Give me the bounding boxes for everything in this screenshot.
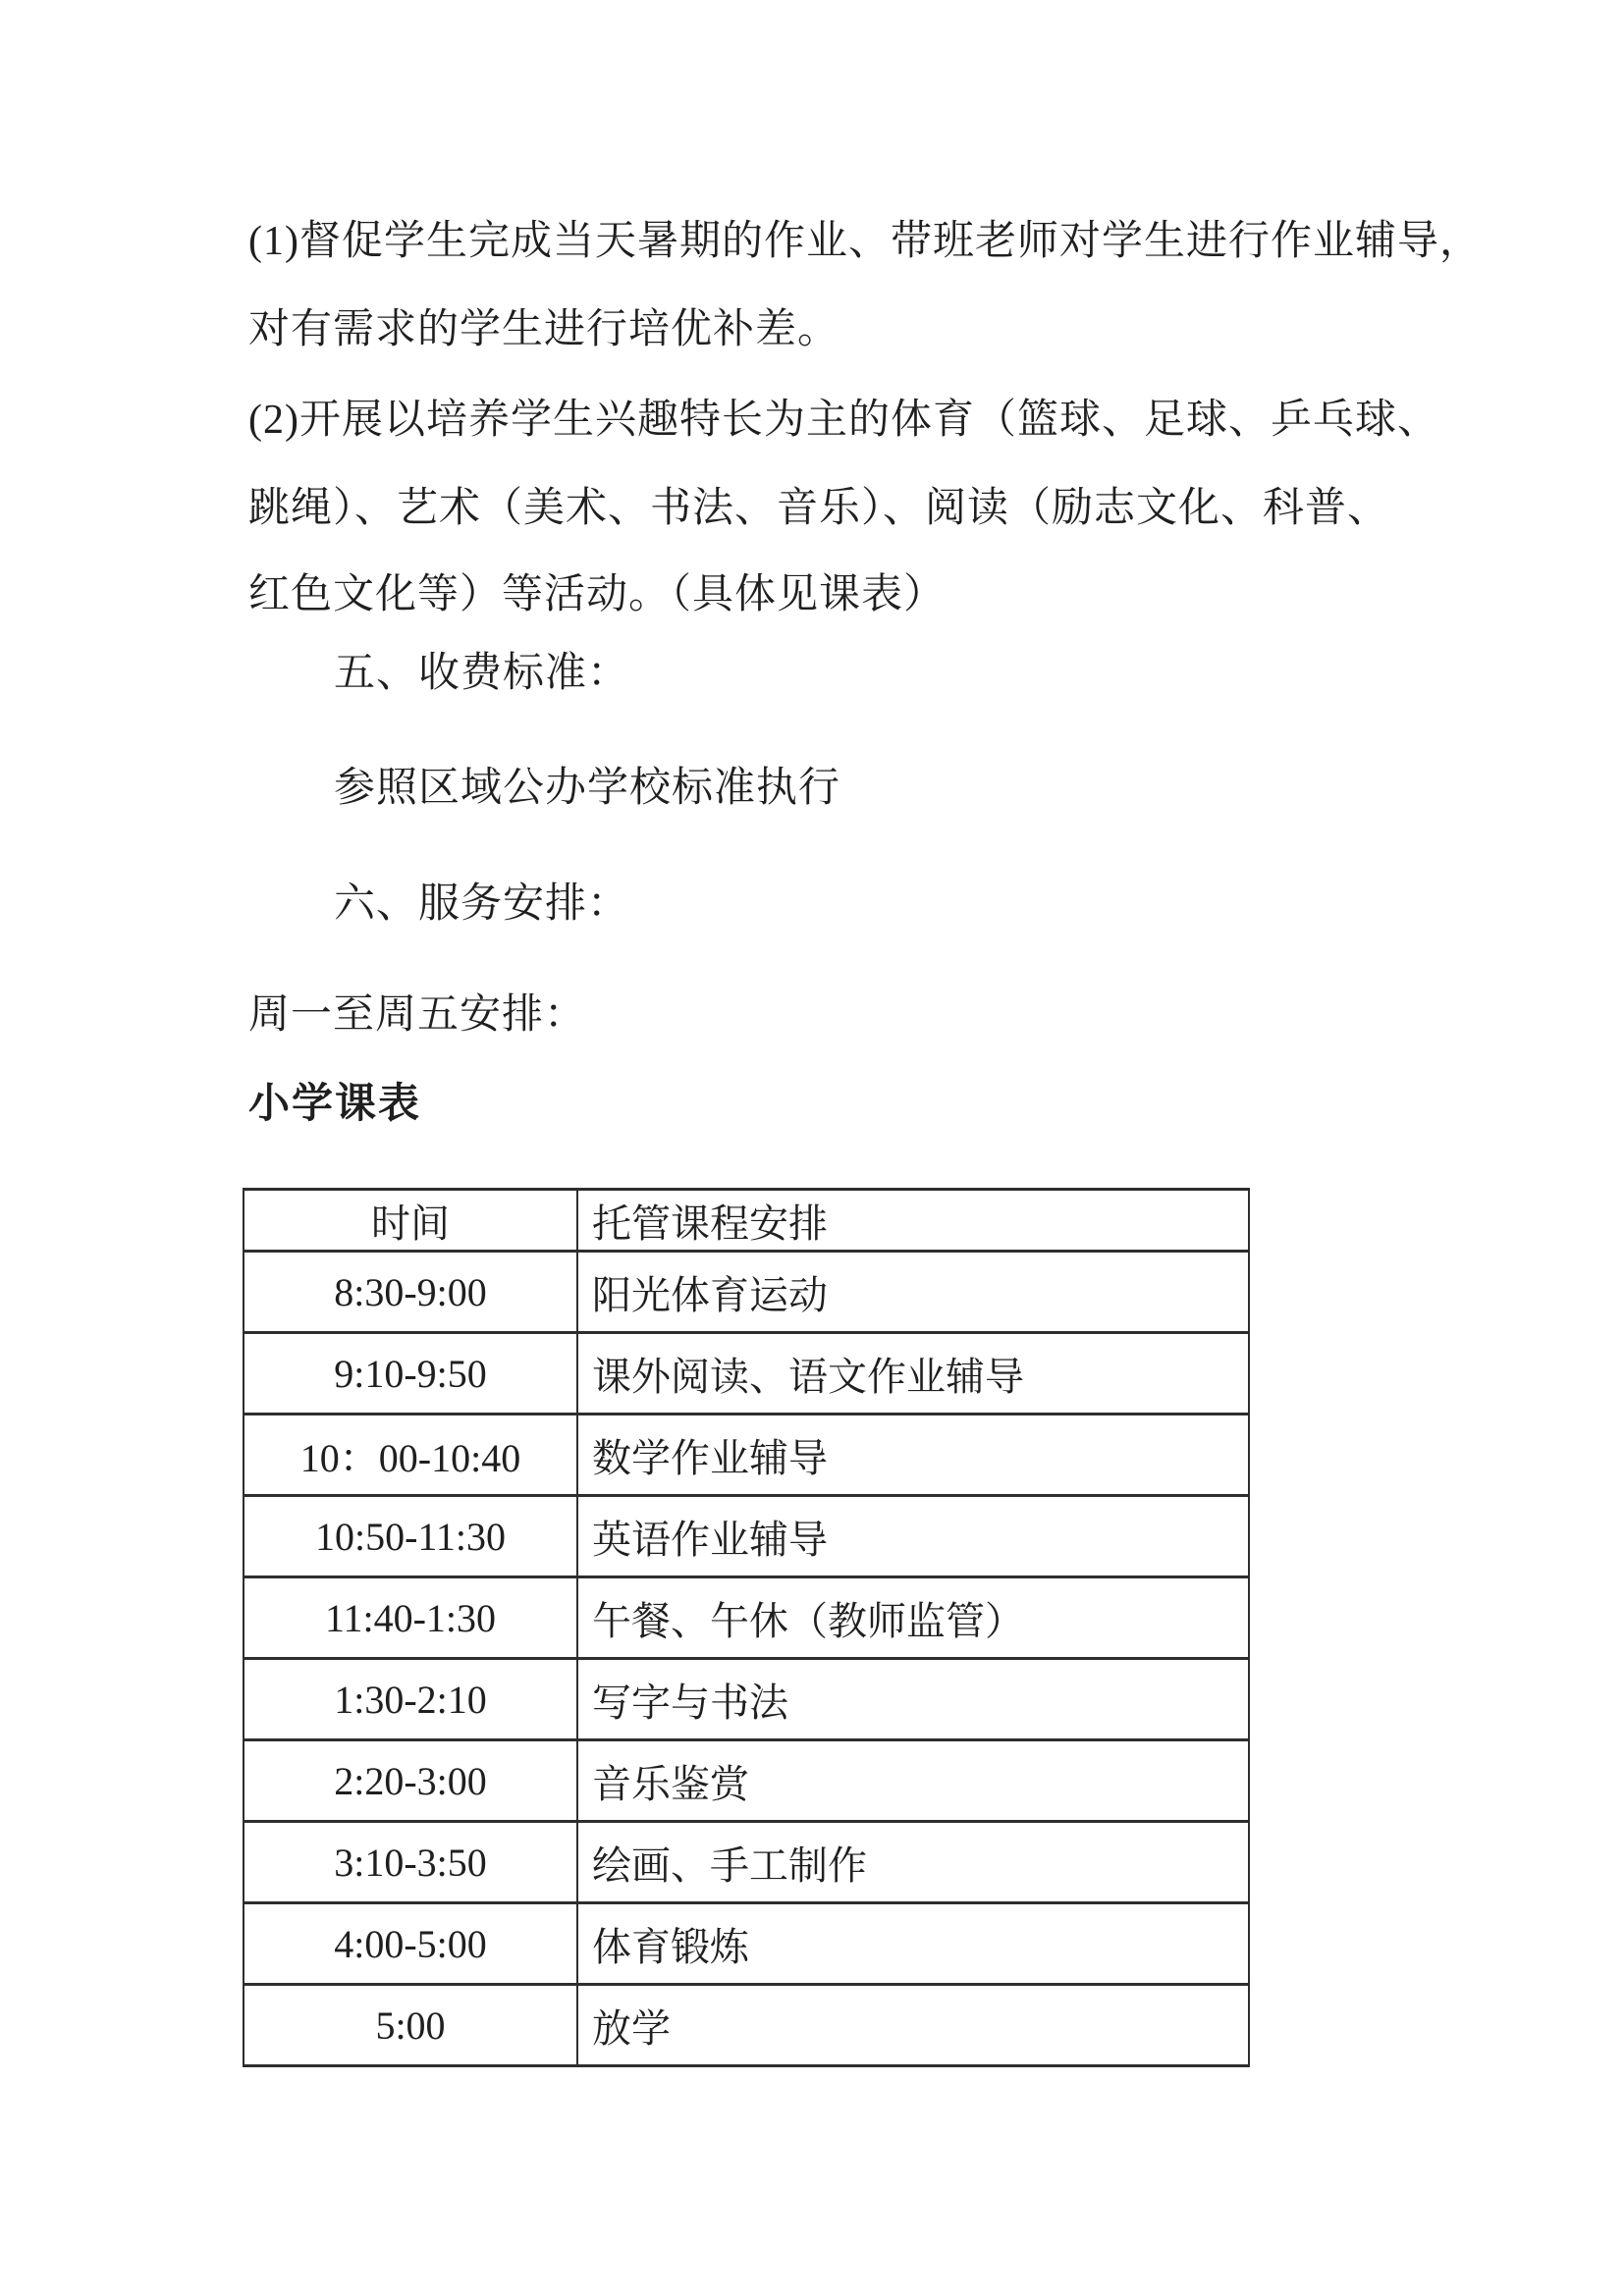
table-row (244, 1415, 1249, 1496)
paragraph-fee-standard: 参照区域公办学校标准执行 (334, 766, 841, 811)
table-cell-time: 8:30-9:00 (244, 1252, 577, 1333)
paragraph-line-2: 对有需求的学生进行培优补差。 (248, 307, 840, 352)
table-cell-activity: 数学作业辅导 (577, 1415, 1249, 1496)
table-cell-activity: 阳光体育运动 (577, 1252, 1249, 1333)
table-cell-activity: 绘画、手工制作 (577, 1822, 1249, 1903)
table-row (244, 1903, 1249, 1985)
table-row (244, 1822, 1249, 1903)
table-row (244, 1496, 1249, 1577)
table-cell-activity: 音乐鉴赏 (577, 1740, 1249, 1822)
table-cell-time: 4:00-5:00 (244, 1903, 577, 1985)
paragraph-line-1: (1)督促学生完成当天暑期的作业、带班老师对学生进行作业辅导， (248, 219, 1482, 264)
table-cell-time: 10:50-11:30 (244, 1496, 577, 1577)
table-row (244, 1659, 1249, 1740)
table-row (244, 1252, 1249, 1333)
table-cell-activity: 午餐、午休（教师监管） (577, 1577, 1249, 1659)
table-cell-activity: 课外阅读、语文作业辅导 (577, 1333, 1249, 1415)
paragraph-line-5: 红色文化等）等活动。（具体见课表） (248, 572, 947, 617)
table-cell-time: 11:40-1:30 (244, 1577, 577, 1659)
table-cell-activity: 写字与书法 (577, 1659, 1249, 1740)
table-row (244, 1333, 1249, 1415)
table-header-activity: 托管课程安排 (577, 1190, 1249, 1252)
table-row (244, 1577, 1249, 1659)
table-header-time: 时间 (244, 1190, 577, 1252)
schedule-table (243, 1188, 1250, 2067)
table-cell-activity: 英语作业辅导 (577, 1496, 1249, 1577)
paragraph-weekday-schedule: 周一至周五安排： (248, 992, 587, 1038)
section-heading-fees: 五、收费标准： (334, 651, 630, 696)
table-cell-time: 2:20-3:00 (244, 1740, 577, 1822)
table-header-row (244, 1190, 1249, 1252)
table-cell-time: 1:30-2:10 (244, 1659, 577, 1740)
table-row (244, 1985, 1249, 2066)
table-cell-time: 10：00-10:40 (244, 1415, 577, 1496)
table-title-primary-school: 小学课表 (248, 1080, 422, 1126)
section-heading-service: 六、服务安排： (334, 881, 630, 927)
table-cell-time: 5:00 (244, 1985, 577, 2066)
table-row (244, 1740, 1249, 1822)
table-cell-activity: 放学 (577, 1985, 1249, 2066)
paragraph-line-3: (2)开展以培养学生兴趣特长为主的体育（篮球、足球、乒乓球、 (248, 398, 1439, 443)
table-cell-time: 9:10-9:50 (244, 1333, 577, 1415)
table-cell-activity: 体育锻炼 (577, 1903, 1249, 1985)
paragraph-line-4: 跳绳）、艺术（美术、书法、音乐）、阅读（励志文化、科普、 (248, 486, 1390, 531)
table-cell-time: 3:10-3:50 (244, 1822, 577, 1903)
